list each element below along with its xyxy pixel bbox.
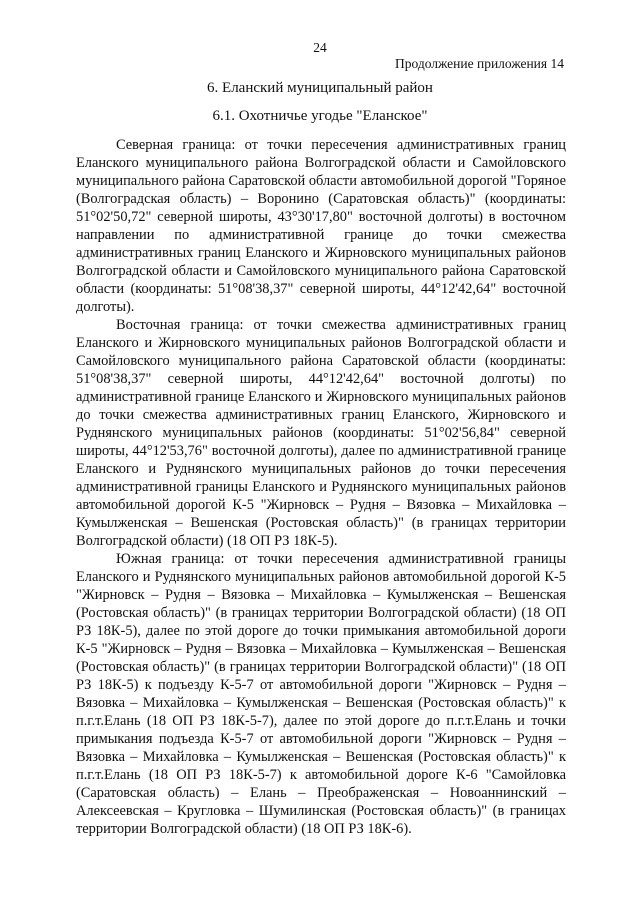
subsection-title: 6.1. Охотничье угодье "Еланское"	[212, 108, 428, 124]
paragraph-south-border: Южная граница: от точки пересечения административной границы Еланского и Руднянского муниципальных районов автомобильной дорогой К-5 "Жирновск – Рудня – Вязовка – Михайловка – Кумылженская – Вешенская (Ростовская область)" (в границах территории Волгоградской области) (18 ОП РЗ 18К-5), далее по этой дороге до точки примыкания автомобильной дороги К-5 "Жирновск – Рудня – Вязовка – Михайловка – Кумылженская – Вешенская (Ростовская область)" (в границах территории Волгоградской области)" (18 ОП РЗ 18К-5) к подъезду К-5-7 от автомобильной дороги "Жирновск – Рудня – Вязовка – Михайловка – Кумылженская – Вешенская (Ростовская область)" к п.г.т.Елань (18 ОП РЗ 18К-5-7), далее по этой дороге до п.г.т.Елань и точки примыкания подъезда К-5-7 от автомобильной дороги "Жирновск – Рудня – Вязовка – Михайловка – Кумылженская – Вешенская (Ростовская область)" к п.г.т.Елань (18 ОП РЗ 18К-5-7) к автомобильной дороге К-6 "Самойловка (Саратовская область) – Елань – Преображенская – Новоаннинский – Алексеевская – Кругловка – Шумилинская (Ростовская область)" (в границах территории Волгоградской области) (18 ОП РЗ 18К-6).	[76, 551, 566, 837]
paragraph-north-border: Северная граница: от точки пересечения административных границ Еланского муниципального района Волгоградской области и Самойловского муниципального района Саратовской области автомобильной дорогой "Горяное (Волгоградская область) – Воронино (Саратовская область)" (координаты: 51°02'50,72" северной широты, 43°30'17,80" восточной долготы) в восточном направлении по административной границе до точки смежества административных границ Еланского и Жирновского муниципальных районов Волгоградской области и Самойловского муниципального района Саратовской области (координаты: 51°08'38,37" северной широты, 44°12'42,64" восточной долготы).	[76, 137, 566, 315]
appendix-continuation-note: Продолжение приложения 14	[394, 56, 564, 71]
body-text	[76, 136, 566, 838]
page-number: 24	[313, 40, 327, 55]
paragraph-east-border: Восточная граница: от точки смежества административных границ Еланского и Жирновского муниципальных районов Волгоградской области и Самойловского муниципального района Саратовской области (координаты: 51°08'38,37" северной широты, 44°12'42,64" восточной долготы) по административной границе Еланского и Жирновского муниципальных районов до точки смежества административных границ Еланского, Жирновского и Руднянского муниципальных районов (координаты: 51°02'56,84" северной широты, 44°12'53,76" восточной долготы), далее по административной границе Еланского и Руднянского муниципальных районов до точки пересечения административной границы Еланского и Руднянского муниципальных районов автомобильной дорогой К-5 "Жирновск – Рудня – Вязовка – Михайловка – Кумылженская – Вешенская (Ростовская область)" (в границах территории Волгоградской области) (18 ОП РЗ 18К-5).	[76, 317, 566, 549]
section-title: 6. Еланский муниципальный район	[207, 80, 433, 96]
